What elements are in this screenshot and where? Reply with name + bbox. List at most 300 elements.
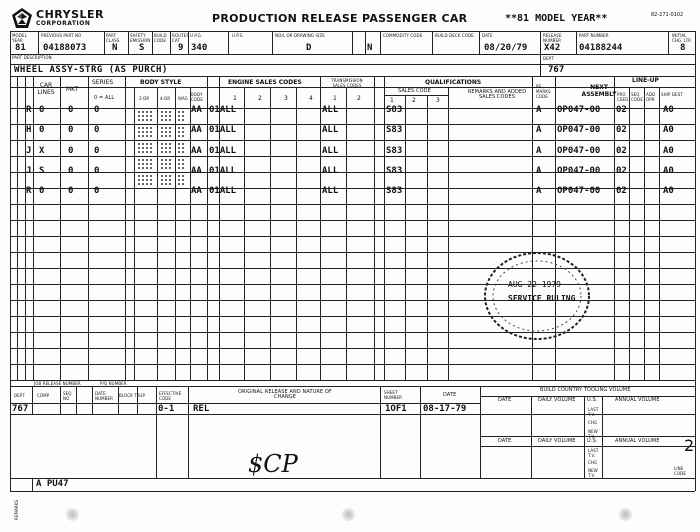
body-style-dot — [161, 131, 163, 133]
row-body: AA — [191, 105, 202, 115]
row-proc: 02 — [616, 186, 627, 196]
body-style-dot — [138, 115, 140, 117]
body-style-dot — [165, 143, 167, 145]
header-lineup-proceed: PRO CEED — [617, 92, 629, 102]
label-line-code: LINE CODE — [674, 466, 686, 476]
body-style-dot — [169, 135, 171, 137]
body-style-dot — [150, 115, 152, 117]
body-style-dot — [182, 151, 184, 153]
row-mkt: 0 — [68, 186, 74, 196]
label-seq: SEQ NO — [63, 391, 72, 401]
body-style-dot — [169, 131, 171, 133]
value-dept: 767 — [548, 65, 565, 75]
row-engine: 01ALL — [209, 105, 237, 115]
row-trans: ALL — [322, 125, 339, 135]
body-style-dot — [142, 147, 144, 149]
value-effective-code: 0-1 — [158, 404, 175, 414]
label-pq-number: P/Q NUMBER — [100, 381, 127, 386]
row-engine: 01ALL — [209, 166, 237, 176]
header-remarks-code: RE MARKS CODE — [536, 84, 551, 99]
body-style-dot — [138, 175, 140, 177]
body-style-dot — [138, 183, 140, 185]
value-drawing: D — [306, 43, 312, 53]
body-style-dot — [169, 183, 171, 185]
body-style-dot — [150, 175, 152, 177]
header-body-2dr: 2-DR — [139, 96, 150, 101]
row-sales: S83 — [386, 166, 403, 176]
body-style-dot — [178, 111, 180, 113]
binder-hole-center — [342, 508, 355, 521]
body-style-dot — [161, 159, 163, 161]
body-style-dot — [150, 159, 152, 161]
row-car: 0 — [39, 105, 45, 115]
body-style-dot — [150, 143, 152, 145]
header-engine: ENGINE SALES CODES — [228, 79, 302, 86]
body-style-dot — [146, 159, 148, 161]
page-mark: 2 — [684, 436, 695, 455]
body-style-dot — [146, 135, 148, 137]
header-trans-2: 2 — [357, 95, 361, 102]
body-style-dot — [138, 163, 140, 165]
label-drawing: NO/L OR DRAWING SIZE — [275, 33, 325, 38]
label-part-number: PART NUMBER — [579, 33, 609, 38]
row-car: 0 — [39, 125, 45, 135]
body-style-dot — [178, 183, 180, 185]
body-style-dot — [178, 135, 180, 137]
body-style-dot — [182, 183, 184, 185]
row-remark: A — [536, 186, 542, 196]
value-drawing-flag: N — [367, 43, 373, 53]
header-sales-code: SALES CODE — [398, 88, 431, 94]
header-lineup-seq: SEQ CODE — [631, 92, 643, 102]
body-style-dot — [178, 143, 180, 145]
row-series: 0 — [94, 166, 100, 176]
body-style-dot — [161, 119, 163, 121]
value-sheet-number: 1OF1 — [385, 404, 407, 414]
value-upg: 340 — [191, 43, 208, 53]
body-style-dot — [165, 135, 167, 137]
body-style-dot — [161, 167, 163, 169]
body-style-dot — [182, 147, 184, 149]
row-sales: S83 — [386, 125, 403, 135]
value-release-number: X42 — [544, 43, 561, 53]
label-routes: ROUTES CAT — [172, 33, 189, 43]
body-style-dot — [178, 119, 180, 121]
label-date: DATE — [482, 33, 493, 38]
body-style-dot — [169, 167, 171, 169]
body-style-dot — [169, 163, 171, 165]
body-style-dot — [182, 111, 184, 113]
label-last-tv-2: LAST T.V. — [588, 448, 599, 458]
body-style-dot — [146, 143, 148, 145]
body-style-dot — [142, 119, 144, 121]
label-ups: U.P.S. — [232, 33, 244, 38]
body-style-dot — [161, 111, 163, 113]
body-style-dot — [138, 179, 140, 181]
body-style-dot — [169, 179, 171, 181]
stamp-label: SERVICE RULING — [508, 294, 576, 303]
body-style-dot — [161, 127, 163, 129]
body-style-dot — [142, 167, 144, 169]
body-style-dot — [150, 163, 152, 165]
body-style-dot — [165, 175, 167, 177]
body-style-dot — [138, 131, 140, 133]
body-style-dot — [169, 151, 171, 153]
row-ship: A0 — [663, 105, 674, 115]
body-style-dot — [178, 167, 180, 169]
body-style-dot — [161, 135, 163, 137]
row-engine: 01ALL — [209, 125, 237, 135]
header-lineup-add: ADD OPR — [646, 92, 656, 102]
service-ruling-stamp — [482, 250, 592, 342]
model-year-banner: **81 MODEL YEAR** — [505, 13, 608, 24]
label-bottom-dept: DEPT — [14, 393, 25, 398]
body-style-dot — [146, 147, 148, 149]
body-style-dot — [182, 179, 184, 181]
body-style-dot — [142, 151, 144, 153]
label-annual-volume-2: ANNUAL VOLUME — [615, 438, 660, 444]
row-ship: A0 — [663, 146, 674, 156]
header-engine-3: 3 — [284, 95, 288, 102]
logo-name: CHRYSLER — [36, 8, 105, 21]
header-body-code: BODY CODE — [191, 92, 203, 102]
row-trans: ALL — [322, 146, 339, 156]
label-part-class: PART CLASS — [106, 33, 120, 43]
body-style-dot — [146, 151, 148, 153]
value-part-description: WHEEL ASSY-STRG (AS PURCH) — [14, 65, 168, 75]
value-part-number: 04188244 — [579, 43, 623, 53]
body-style-dot — [178, 147, 180, 149]
body-style-dot — [142, 183, 144, 185]
label-chg-2: CHG — [588, 460, 598, 465]
row-series: 0 — [94, 146, 100, 156]
body-style-dot — [182, 127, 184, 129]
row-remark: A — [536, 125, 542, 135]
body-style-dot — [165, 127, 167, 129]
body-style-dot — [138, 119, 140, 121]
value-bottom-dept: 767 — [12, 404, 29, 414]
header-mkt: MKT — [66, 86, 79, 93]
value-model-year: 81 — [15, 43, 26, 53]
header-engine-1: 1 — [233, 95, 237, 102]
label-annual-volume: ANNUAL VOLUME — [615, 397, 660, 403]
body-style-dot — [178, 159, 180, 161]
label-model-year: MODEL YEAR — [12, 33, 27, 43]
row-trans: ALL — [322, 166, 339, 176]
body-style-dot — [165, 179, 167, 181]
row-car: X — [39, 146, 45, 156]
row-line: J — [26, 146, 32, 156]
body-style-dot — [169, 159, 171, 161]
row-sales: S83 — [386, 146, 403, 156]
body-style-dot — [138, 159, 140, 161]
body-style-dot — [138, 135, 140, 137]
pentastar-icon — [12, 8, 32, 28]
row-sales: S83 — [386, 186, 403, 196]
body-style-dot — [142, 115, 144, 117]
body-style-dot — [161, 183, 163, 185]
label-bottom-date: DATE — [443, 392, 457, 398]
label-dept: DEPT — [543, 56, 554, 61]
label-build-deck: BUILD DECK CODE — [435, 33, 474, 38]
row-series: 0 — [94, 186, 100, 196]
body-style-dot — [165, 151, 167, 153]
header-lineup-ship: SHIP DEST — [661, 92, 683, 97]
body-style-dot — [182, 115, 184, 117]
body-style-dot — [142, 127, 144, 129]
header-series: SERIES — [92, 79, 114, 86]
body-style-dot — [146, 119, 148, 121]
header-sales-3: 3 — [436, 97, 440, 104]
label-daily-volume-2: DAILY VOLUME — [538, 438, 576, 444]
body-style-dot — [165, 111, 167, 113]
value-previous-part: 04188073 — [43, 43, 87, 53]
label-us: U.S. — [587, 397, 598, 403]
label-new-tv: NEW T.V. — [588, 429, 598, 439]
row-next: OP047-00 — [557, 146, 601, 156]
body-style-dot — [161, 163, 163, 165]
label-build-country: BUILD COUNTRY TOOLING VOLUME — [540, 387, 631, 393]
header-series-sub: 0 = ALL — [94, 95, 115, 101]
row-next: OP047-00 — [557, 186, 601, 196]
body-style-dot — [142, 111, 144, 113]
label-effective-code: EFFECTIVE CODE — [159, 391, 182, 401]
body-style-dot — [150, 127, 152, 129]
label-commodity: COMMODITY CODE — [383, 33, 423, 38]
header-engine-4: 4 — [309, 95, 313, 102]
body-style-dot — [165, 159, 167, 161]
body-style-dot — [165, 183, 167, 185]
body-style-dot — [138, 147, 140, 149]
body-style-dot — [178, 127, 180, 129]
body-style-dot — [138, 127, 140, 129]
value-bottom-date: 08-17-79 — [423, 404, 467, 414]
row-remark: A — [536, 146, 542, 156]
row-proc: 02 — [616, 105, 627, 115]
body-style-dot — [150, 147, 152, 149]
body-style-dot — [150, 119, 152, 121]
label-us-2: U.S. — [587, 438, 598, 444]
body-style-dot — [142, 179, 144, 181]
row-series: 0 — [94, 125, 100, 135]
body-style-dot — [146, 111, 148, 113]
body-style-dot — [161, 147, 163, 149]
body-style-dot — [169, 147, 171, 149]
header-sales-1: 1 — [390, 97, 394, 104]
body-style-dot — [150, 167, 152, 169]
body-style-dot — [150, 135, 152, 137]
label-new-tv-2: NEW T.V. — [588, 468, 598, 478]
body-style-dot — [178, 115, 180, 117]
row-sales: S83 — [386, 105, 403, 115]
label-safety: SAFETY EMISSION — [130, 33, 151, 43]
row-proc: 02 — [616, 125, 627, 135]
row-mkt: 0 — [68, 105, 74, 115]
body-style-dot — [169, 119, 171, 121]
body-style-dot — [142, 163, 144, 165]
body-style-dot — [165, 147, 167, 149]
form-number: 82-271-0102 — [651, 12, 684, 18]
body-style-dot — [165, 115, 167, 117]
row-mkt: 0 — [68, 125, 74, 135]
row-body: AA — [191, 146, 202, 156]
chrysler-logo — [12, 6, 112, 30]
row-proc: 02 — [616, 166, 627, 176]
body-style-dot — [178, 163, 180, 165]
body-style-dot — [165, 131, 167, 133]
body-style-dot — [146, 127, 148, 129]
label-upg: U.P.G. — [190, 33, 203, 38]
body-style-dot — [169, 175, 171, 177]
row-ship: A0 — [663, 125, 674, 135]
header-sales-2: 2 — [412, 97, 416, 104]
label-original-release: ORIGINAL RELEASE AND NATURE OF CHANGE — [238, 389, 332, 400]
body-style-dot — [169, 111, 171, 113]
label-block-tkup: BLOCK TKUP — [119, 393, 145, 398]
label-chg: CHG — [588, 420, 598, 425]
body-style-dot — [146, 175, 148, 177]
row-engine: 01ALL — [209, 186, 237, 196]
value-date: 08/20/79 — [484, 43, 528, 53]
body-style-dot — [138, 167, 140, 169]
body-style-dot — [146, 131, 148, 133]
body-style-dot — [146, 183, 148, 185]
value-part-class: N — [112, 43, 118, 53]
body-style-dot — [182, 119, 184, 121]
body-style-dot — [178, 151, 180, 153]
label-job-release: JOB RELEASE NUMBER — [34, 381, 81, 386]
label-part-description: PART DESCRIPTION — [12, 55, 52, 60]
binder-hole-left — [66, 508, 79, 521]
header-transmission: TRANSMISSION SALES CODES — [331, 78, 363, 88]
row-body: AA — [191, 125, 202, 135]
body-style-dot — [178, 175, 180, 177]
body-style-dot — [178, 179, 180, 181]
body-style-dot — [150, 151, 152, 153]
body-style-dot — [146, 179, 148, 181]
row-car: 0 — [39, 186, 45, 196]
label-comp: COMP — [37, 393, 50, 398]
body-style-dot — [146, 167, 148, 169]
header-next-assembly: NEXT ASSEMBLY — [581, 84, 617, 98]
body-style-dot — [182, 175, 184, 177]
body-style-dot — [142, 159, 144, 161]
body-style-dot — [150, 179, 152, 181]
body-style-dot — [165, 163, 167, 165]
row-car: S — [39, 166, 45, 176]
label-vol-date: DATE — [498, 397, 512, 403]
body-style-dot — [182, 131, 184, 133]
value-safety: S — [139, 43, 145, 53]
row-next: OP047-00 — [557, 105, 601, 115]
body-style-dot — [142, 135, 144, 137]
value-remarks: A PU47 — [36, 479, 69, 489]
header-car-lines: CAR LINES — [37, 82, 55, 96]
body-style-dot — [169, 127, 171, 129]
body-style-dot — [142, 131, 144, 133]
body-style-dot — [182, 163, 184, 165]
body-style-dot — [138, 143, 140, 145]
body-style-dot — [165, 167, 167, 169]
header-engine-2: 2 — [258, 95, 262, 102]
body-style-dot — [150, 131, 152, 133]
header-trans-1: 1 — [333, 95, 337, 102]
body-style-dot — [161, 175, 163, 177]
header-body-wag: WAG — [178, 96, 188, 101]
body-style-dot — [161, 179, 163, 181]
row-next: OP047-00 — [557, 166, 601, 176]
header-body-4dr: 4-DR — [160, 96, 171, 101]
body-style-dot — [150, 111, 152, 113]
row-next: OP047-00 — [557, 125, 601, 135]
label-sheet-number: SHEET NUMBER — [384, 390, 403, 400]
label-vol-date-2: DATE — [498, 438, 512, 444]
row-mkt: 0 — [68, 166, 74, 176]
row-line: R — [26, 186, 32, 196]
header-qualifications: QUALIFICATIONS — [425, 79, 482, 86]
value-initial-chg: 8 — [680, 43, 686, 53]
logo-corp: CORPORATION — [36, 20, 91, 27]
binder-hole-right — [619, 508, 632, 521]
body-style-dot — [138, 151, 140, 153]
label-date-number: DATE NUMBER — [95, 391, 114, 401]
body-style-dot — [138, 111, 140, 113]
row-ship: A0 — [663, 186, 674, 196]
body-style-dot — [146, 163, 148, 165]
label-daily-volume: DAILY VOLUME — [538, 397, 576, 403]
signature: $CP — [248, 450, 298, 478]
row-line: J — [26, 166, 32, 176]
body-style-dot — [169, 115, 171, 117]
body-style-dot — [150, 183, 152, 185]
label-build-code: BUILD CODE — [154, 33, 167, 43]
row-trans: ALL — [322, 105, 339, 115]
body-style-dot — [161, 151, 163, 153]
body-style-dot — [161, 143, 163, 145]
body-style-dot — [169, 143, 171, 145]
body-style-dot — [142, 143, 144, 145]
label-previous-part: PREVIOUS PART NO — [41, 33, 82, 38]
value-release: REL — [193, 404, 210, 414]
row-body: AA — [191, 186, 202, 196]
row-series: 0 — [94, 105, 100, 115]
stamp-date: AUG 22 1979 — [508, 280, 561, 289]
row-mkt: 0 — [68, 146, 74, 156]
row-remark: A — [536, 166, 542, 176]
row-ship: A0 — [663, 166, 674, 176]
body-style-dot — [182, 143, 184, 145]
header-remarks: REMARKS AND ADDED SALES CODES — [467, 89, 527, 100]
row-engine: 01ALL — [209, 146, 237, 156]
body-style-dot — [182, 135, 184, 137]
body-style-dot — [178, 131, 180, 133]
label-remarks: REMARKS — [14, 499, 19, 520]
value-routes: 9 — [178, 43, 184, 53]
form-title: PRODUCTION RELEASE PASSENGER CAR — [212, 12, 468, 25]
body-style-dot — [161, 115, 163, 117]
body-style-dot — [182, 159, 184, 161]
body-style-dot — [142, 175, 144, 177]
body-style-dot — [182, 167, 184, 169]
body-style-dot — [146, 115, 148, 117]
row-line: H — [26, 125, 32, 135]
row-remark: A — [536, 105, 542, 115]
row-proc: 02 — [616, 146, 627, 156]
row-trans: ALL — [322, 186, 339, 196]
label-initial-chg: INITIAL CHG. LTR — [672, 33, 692, 43]
row-body: AA — [191, 166, 202, 176]
row-line: R — [26, 105, 32, 115]
